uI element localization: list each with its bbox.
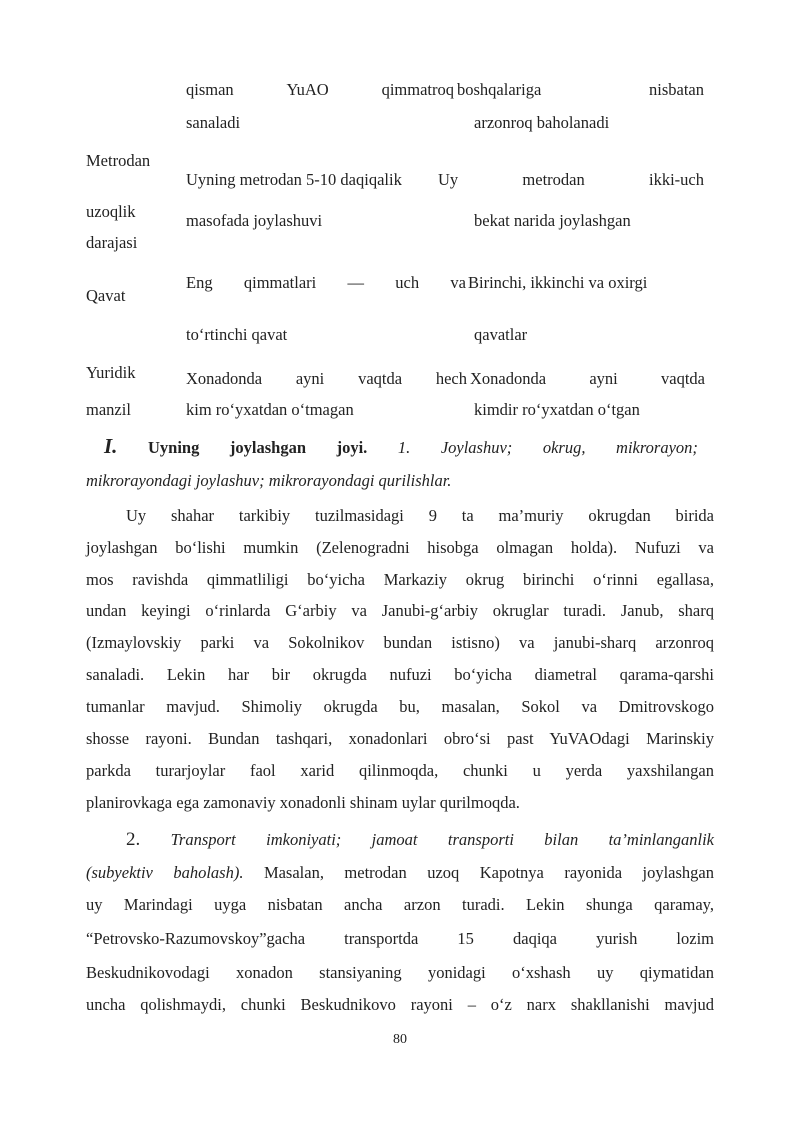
- row-label: manzil: [86, 400, 131, 419]
- section-title-word: Uyning: [148, 438, 200, 457]
- row-label: Yuridik: [86, 363, 136, 382]
- cell-text: qimmatroq: [381, 80, 454, 99]
- paragraph-line: tumanlar mavjud. Shimoliy okrugda bu, masalan, Sokol va Dmitrovskogo: [86, 697, 714, 716]
- paragraph-line: sanaladi. Lekin har bir okrugda nufuzi bo‘yicha diametral qarama-qarshi: [86, 665, 714, 684]
- cell-text: ikki-uch: [648, 170, 704, 189]
- item-number: 2.: [126, 829, 141, 850]
- cell-text: Uyning metrodan 5-10 daqiqalik: [186, 170, 402, 189]
- paragraph-line: [126, 829, 714, 851]
- cell-text: YuAO: [286, 80, 329, 99]
- section-subtitle: mikrorayondagi joylashuv; mikrorayondagi qurilishlar.: [86, 471, 452, 490]
- cell-text: va: [450, 273, 466, 292]
- cell-text: arzonroq baholanadi: [474, 113, 610, 132]
- cell-text: uch: [395, 273, 420, 292]
- cell-text: Birinchi, ikkinchi va oxirgi: [468, 273, 648, 292]
- table-cell: [186, 371, 467, 388]
- cell-text: ayni: [589, 369, 618, 388]
- section-number: I.: [104, 434, 118, 458]
- section-subtitle-word: mikrorayon;: [616, 438, 698, 457]
- section-subtitle-word: okrug,: [542, 438, 586, 457]
- cell-text: hech: [435, 369, 467, 388]
- cell-text: qavatlar: [474, 325, 528, 344]
- row-label: Metrodan: [86, 151, 151, 170]
- cell-text: kim ro‘yxatdan o‘tmagan: [186, 400, 354, 419]
- cell-text: nisbatan: [649, 80, 704, 99]
- table-cell: [438, 172, 704, 189]
- cell-text: —: [347, 273, 365, 292]
- paragraph-line: uy Marindagi uyga nisbatan ancha arzon turadi. Lekin shunga qaramay,: [86, 895, 714, 914]
- paragraph-line: Beskudnikovodagi xonadon stansiyaning yonidagi o‘xshash uy qiymatidan: [86, 963, 714, 982]
- cell-text: masofada joylashuvi: [186, 211, 323, 230]
- paragraph-line: undan keyingi o‘rinlarda G‘arbiy va Janubi-g‘arbiy okruglar turadi. Janub, sharq: [86, 601, 714, 620]
- cell-text: bekat narida joylashgan: [474, 211, 631, 230]
- item-title: (subyektiv baholash).: [86, 863, 244, 882]
- section-title-word: joyi.: [336, 438, 368, 457]
- paragraph-line: planirovkaga ega zamonaviy xonadonli shinam uylar qurilmoqda.: [86, 793, 520, 812]
- table-cell: [457, 82, 704, 99]
- row-label: darajasi: [86, 233, 138, 252]
- paragraph-line: Uy shahar tarkibiy tuzilmasidagi 9 ta ma’muriy okrugdan birida: [126, 506, 714, 525]
- cell-text: Eng: [186, 273, 213, 292]
- cell-text: sanaladi: [186, 113, 241, 132]
- page-number: 80: [393, 1032, 407, 1047]
- cell-text: qisman: [186, 80, 234, 99]
- section-heading: [104, 436, 698, 457]
- row-label: uzoqlik: [86, 202, 136, 221]
- paragraph-line: [86, 862, 714, 884]
- cell-text: kimdir ro‘yxatdan o‘tgan: [474, 400, 640, 419]
- table-cell: [186, 82, 454, 99]
- row-label: Qavat: [86, 286, 126, 305]
- cell-text: Uy: [438, 170, 459, 189]
- paragraph-line: (Izmaylovskiy parki va Sokolnikov bundan istisno) va janubi-sharq arzonroq: [86, 633, 714, 652]
- cell-text: metrodan: [522, 170, 585, 189]
- cell-text: qimmatlari: [243, 273, 317, 292]
- paragraph-line: uncha qolishmaydi, chunki Beskudnikovo rayoni – o‘z narx shakllanishi mavjud: [86, 995, 714, 1014]
- paragraph-line: joylashgan bo‘lishi mumkin (Zelenogradni hisobga olmagan holda). Nufuzi va: [86, 538, 714, 557]
- item-title: Transport imkoniyati; jamoat transporti bilan ta’minlanganlik: [170, 830, 714, 849]
- section-subtitle-word: Joylashuv;: [440, 438, 513, 457]
- paragraph-line: mos ravishda qimmatliligi bo‘yicha Markaziy okrug birinchi o‘rinni egallasa,: [86, 570, 714, 589]
- cell-text: vaqtda: [661, 369, 705, 388]
- paragraph-line: parkda turarjoylar faol xarid qilinmoqda, chunki u yerda yaxshilangan: [86, 761, 714, 780]
- cell-text: Xonadonda: [470, 369, 547, 388]
- table-cell: [186, 275, 466, 292]
- cell-text: to‘rtinchi qavat: [186, 325, 288, 344]
- paragraph-line: shosse rayoni. Bundan tashqari, xonadonlari obro‘si past YuVAOdagi Marinskiy: [86, 729, 714, 748]
- section-title-word: joylashgan: [229, 438, 307, 457]
- table-cell: [470, 371, 705, 388]
- paragraph-line: “Petrovsko-Razumovskoy”gacha transportda 15 daqiqa yurish lozim: [86, 929, 714, 948]
- cell-text: ayni: [295, 369, 325, 388]
- cell-text: boshqalariga: [457, 80, 542, 99]
- paragraph-text: Masalan, metrodan uzoq Kapotnya rayonida joylashgan: [263, 863, 715, 882]
- cell-text: vaqtda: [358, 369, 403, 388]
- section-subtitle-word: 1.: [397, 438, 411, 457]
- cell-text: Xonadonda: [186, 369, 263, 388]
